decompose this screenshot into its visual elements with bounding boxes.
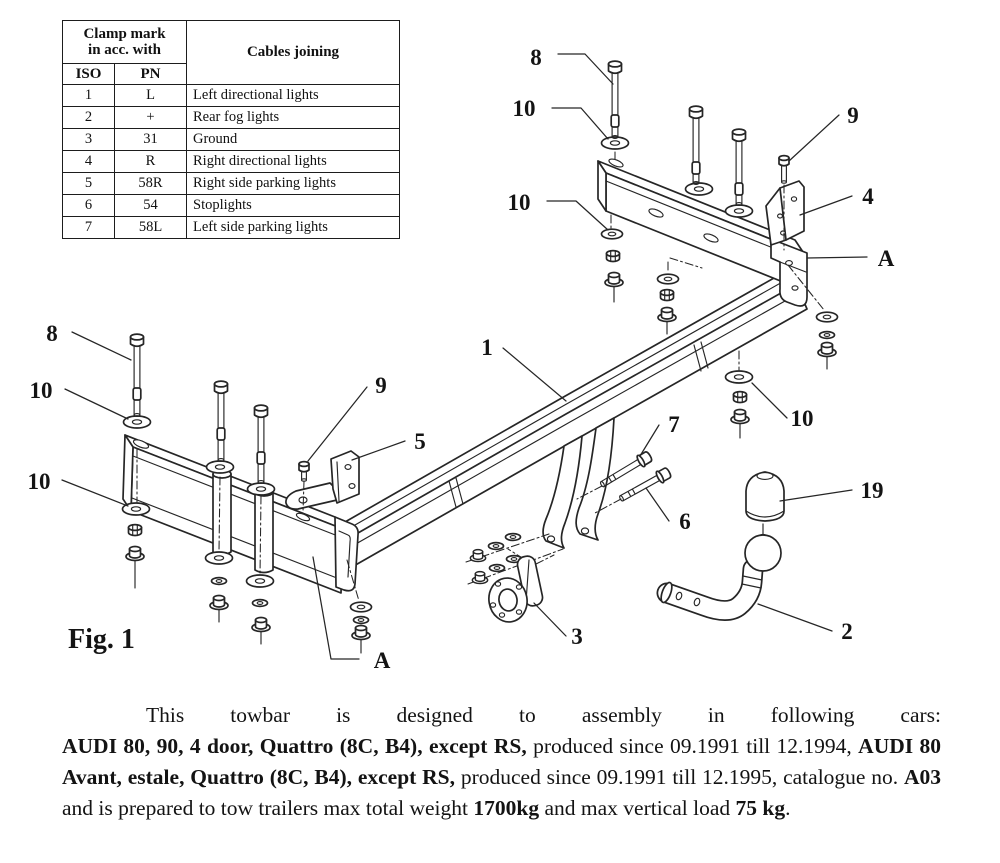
bolt-6 [617,466,672,504]
callout-8-top: 8 [530,45,542,70]
desc-bold-load: 75 kg [735,796,786,820]
bracket-5 [286,451,359,509]
spacer-tube [213,470,231,555]
callout-8-left: 8 [46,321,58,346]
spacer-tube [255,488,273,573]
desc-text-2: produced since 09.1991 till 12.1994, [526,734,859,758]
cell-iso: 5 [63,173,115,195]
left-mount-beam [123,435,358,593]
washer-10 [726,205,753,217]
callout-7: 7 [668,412,680,437]
header-clamp-line1: Clamp mark [83,25,166,42]
cell-pn: 54 [115,195,187,217]
desc-text-6: and is prepared to tow trailers max total weight [62,796,474,820]
col-header-iso: ISO [63,64,115,85]
cell-cable: Right side parking lights [187,173,400,195]
callout-10-top-2: 10 [507,190,531,215]
callout-a-bottom: A [373,648,391,673]
washer-10 [124,416,151,428]
cell-iso: 2 [63,107,115,129]
cell-cable: Rear fog lights [187,107,400,129]
description-text [62,700,941,824]
callout-6: 6 [679,509,691,534]
callout-10-mid: 10 [790,406,814,431]
bolt-8-left [131,334,144,416]
desc-text-10: . [785,796,791,820]
desc-text-8: and max vertical load [539,796,736,820]
callout-3: 3 [571,624,583,649]
callout-10-top-1: 10 [512,96,536,121]
callout-9-left: 9 [375,373,387,398]
nut-stack [658,274,679,334]
bolt-9-right [779,156,789,184]
callout-9-right: 9 [847,103,859,128]
desc-bold-cars-1: AUDI 80, 90, 4 door, Quattro (8C, B4), except RS, [62,734,527,758]
nut-stack [351,602,372,653]
cell-pn: 58R [115,173,187,195]
desc-bold-cars-2: AUDI 80 Avant, estale, Quattro (8C, B4), except RS, [62,734,941,789]
cell-cable: Ground [187,129,400,151]
table-header-cables: Cables joining [187,21,400,85]
cell-iso: 6 [63,195,115,217]
desc-bold-catalogue: A03 [903,765,942,789]
figure-caption: Fig. 1 [68,624,135,655]
cell-cable: Left directional lights [187,85,400,107]
cell-pn: L [115,85,187,107]
callout-4: 4 [862,184,874,209]
cell-cable: Right directional lights [187,151,400,173]
callout-5: 5 [414,429,426,454]
washer-10 [207,461,234,473]
cell-pn: R [115,151,187,173]
cell-pn: + [115,107,187,129]
nut-stack [726,371,753,438]
bolt-8-right [609,61,622,138]
cell-pn: 31 [115,129,187,151]
callout-2: 2 [841,619,853,644]
cell-cable: Left side parking lights [187,217,400,239]
callout-1: 1 [481,335,493,360]
cell-iso: 4 [63,151,115,173]
description-body [62,731,941,824]
washer-10 [248,483,275,495]
ball-cover [746,472,784,521]
callout-10-left-1: 10 [29,378,53,403]
cell-pn: 58L [115,217,187,239]
callout-19: 19 [860,478,884,503]
nut-stack [247,575,274,644]
bolt-long [215,381,228,461]
bolt-long [733,129,746,205]
header-clamp-line2: in acc. with [88,42,161,58]
washer-10 [686,183,713,195]
callout-a-right: A [877,246,895,271]
bolt-long [690,106,703,184]
callout-10-left-2: 10 [27,469,51,494]
tow-ball [659,524,781,611]
desc-text-4: produced since 09.1991 till 12.1995, catalogue no. [455,765,904,789]
cell-iso: 1 [63,85,115,107]
nut-stack [817,312,838,369]
col-header-pn: PN [115,64,187,85]
callout-labels [28,45,895,673]
bolt-long [255,405,268,483]
nut-stack [206,552,233,622]
nut-stack [602,229,624,302]
cell-iso: 3 [63,129,115,151]
cell-iso: 7 [63,217,115,239]
bracket-4 [766,181,804,245]
cell-cable: Stoplights [187,195,400,217]
beam-channel-end [335,517,358,591]
bolt-9-left [299,462,309,482]
description-first-line: This towbar is designed to assembly in following cars: [146,703,941,727]
desc-bold-weight: 1700kg [473,796,540,820]
